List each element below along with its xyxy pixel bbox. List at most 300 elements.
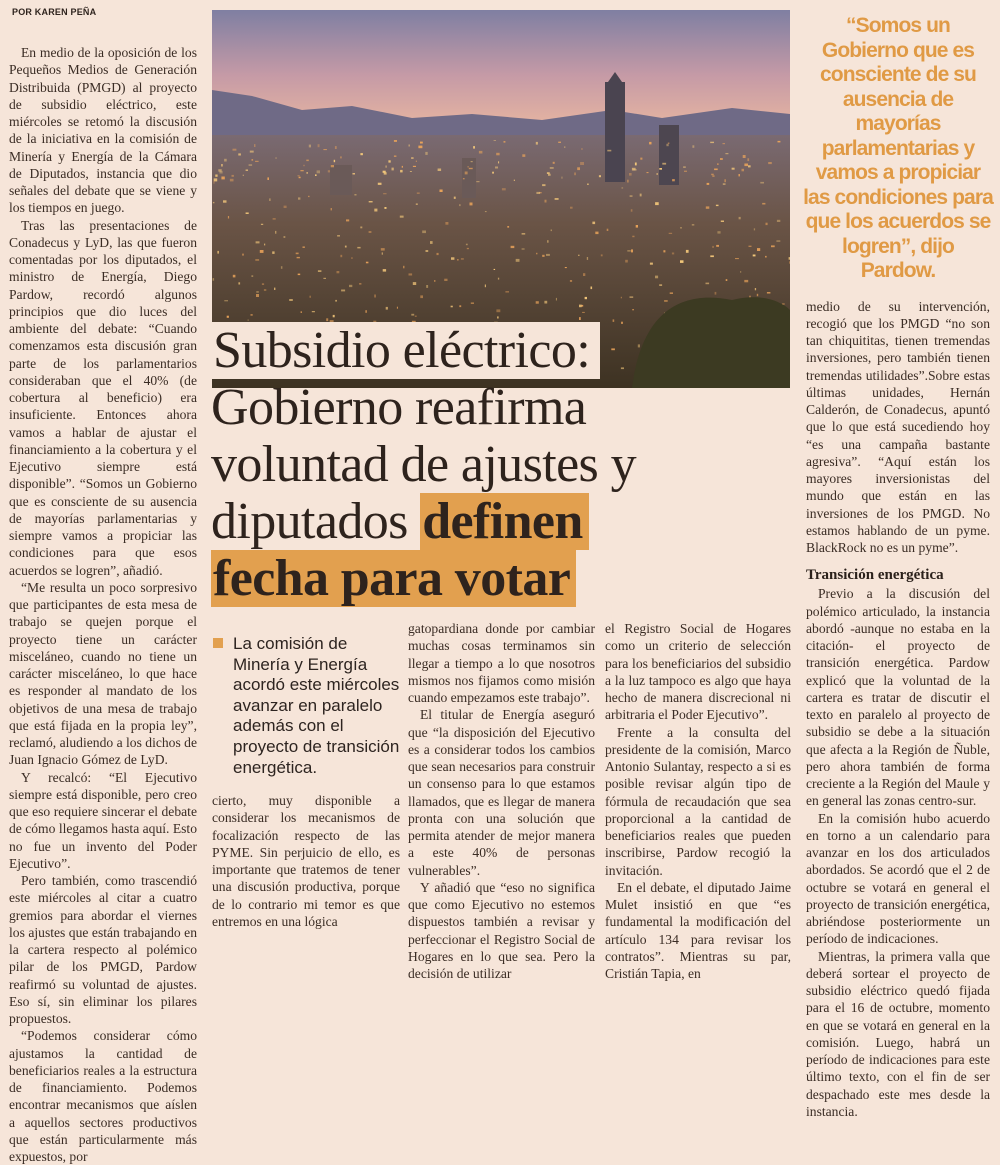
city-light — [516, 259, 520, 262]
city-light — [360, 227, 362, 229]
city-light — [558, 142, 561, 143]
city-light — [706, 206, 710, 208]
headline-line-1: Subsidio eléctrico: — [211, 322, 600, 379]
city-light — [720, 158, 723, 160]
city-light — [583, 273, 585, 276]
city-light — [622, 187, 624, 188]
city-light — [715, 292, 717, 295]
city-light — [771, 245, 775, 247]
city-light — [497, 316, 499, 318]
byline: POR KAREN PEÑA — [12, 7, 97, 17]
city-light — [400, 170, 403, 173]
city-light — [777, 220, 780, 222]
city-light — [683, 167, 686, 168]
city-light — [565, 267, 567, 268]
city-light — [315, 174, 317, 176]
city-light — [400, 216, 404, 218]
article-paragraph: En medio de la oposición de los Pequeños Medios de Generación Distribuida (PMGD) al proyecto de subsidio eléctrico, este miércoles se retomó la discusión de la iniciativa en la comisión de Minería y Energía de la Cámara de Diputados, instancia que dio señales del debate que se viene y los tiempos en juego. — [9, 45, 197, 216]
city-light — [346, 219, 349, 221]
city-light — [471, 302, 474, 304]
city-light — [215, 175, 217, 177]
city-light — [298, 274, 301, 276]
city-light — [522, 248, 525, 249]
city-light — [383, 171, 386, 173]
city-light — [630, 195, 633, 197]
city-light — [308, 196, 309, 197]
second-column-stack — [212, 634, 400, 930]
city-light — [437, 253, 439, 255]
city-light — [724, 179, 726, 182]
city-light — [754, 228, 755, 230]
city-light — [635, 163, 637, 166]
article-paragraph: “Me resulta un poco sorpresivo que participantes de esta mesa de trabajo se quejen porque el proyecto tiene un carácter misceláneo, cuando no tiene un carácter misceláneo, lo que hace es responder al mandato de los objetivos de una mesa de trabajo que está fijada en la propia ley”, reclamó, aludiendo a los dichos de Juan Ignacio Gómez de LyD. — [9, 579, 197, 768]
city-light — [580, 162, 584, 165]
city-light — [607, 150, 611, 152]
city-light — [309, 296, 311, 298]
article-column-1 — [9, 44, 197, 1165]
city-light — [476, 181, 479, 182]
city-light — [577, 167, 580, 170]
city-light — [413, 166, 416, 167]
city-light — [251, 275, 253, 276]
city-light — [434, 280, 435, 281]
headline-line-2: Gobierno reafirma — [211, 379, 587, 436]
headline — [211, 322, 636, 607]
city-light — [272, 251, 274, 254]
city-light — [471, 161, 473, 162]
city-light — [409, 145, 410, 147]
city-light — [629, 173, 632, 176]
city-light — [732, 168, 735, 170]
article-paragraph: Mientras, la primera valla que deberá sortear el proyecto de subsidio eléctrico quedó fijada para el 16 de octubre, momento en que se votará en general en la comisión. Luego, habrá un período de indicaciones para este último texto, con el fin de ser despachado este mes desde la instancia. — [806, 948, 990, 1119]
city-light — [382, 252, 383, 254]
city-light — [303, 165, 304, 166]
city-light — [468, 166, 469, 167]
city-light — [312, 311, 315, 312]
city-light — [422, 231, 426, 234]
city-light — [585, 297, 587, 299]
city-light — [511, 246, 515, 248]
city-light — [561, 177, 562, 179]
section-heading: Transición energética — [806, 567, 944, 584]
city-light — [426, 250, 429, 251]
city-light — [765, 256, 767, 258]
city-light — [744, 164, 748, 167]
city-light — [418, 146, 422, 149]
city-light — [410, 171, 412, 172]
city-light — [457, 259, 459, 260]
city-light — [542, 255, 544, 257]
article-paragraph: Frente a la consulta del presidente de la comisión, Marco Antonio Sulantay, respecto a si es posible revisar algún tipo de fórmula de recaudación que sea proporcional a la cantidad de beneficiarios reales que pueden inscribirse, Pardow recogió la invitación. — [605, 724, 791, 878]
city-light — [238, 153, 241, 155]
city-light — [318, 270, 322, 272]
city-light — [357, 247, 360, 249]
city-light — [548, 174, 551, 176]
city-light — [522, 154, 525, 157]
city-light — [485, 285, 486, 288]
city-light — [631, 209, 633, 212]
city-light — [496, 309, 500, 312]
city-light — [570, 280, 572, 282]
city-light — [233, 149, 237, 151]
city-light — [232, 175, 234, 177]
city-light — [267, 177, 269, 180]
city-light — [213, 278, 215, 281]
city-light — [466, 244, 468, 246]
city-light — [536, 142, 538, 145]
city-light — [659, 168, 662, 170]
city-light — [425, 152, 427, 155]
city-light — [553, 162, 555, 164]
city-light — [470, 203, 473, 206]
city-light — [536, 192, 540, 194]
city-light — [273, 218, 276, 219]
city-light — [256, 294, 259, 297]
city-light — [214, 181, 215, 184]
city-light — [564, 146, 565, 148]
city-light — [349, 285, 352, 287]
city-light — [323, 278, 326, 279]
city-light — [366, 310, 367, 313]
city-light — [570, 207, 573, 209]
city-light — [299, 177, 301, 179]
city-light — [333, 315, 335, 317]
city-light — [223, 200, 227, 202]
city-light — [669, 233, 672, 234]
article-column-5 — [806, 298, 990, 1121]
city-light — [359, 283, 361, 284]
city-light — [254, 144, 255, 147]
city-light — [341, 290, 345, 292]
city-light — [768, 162, 772, 164]
city-light — [776, 241, 780, 242]
city-light — [264, 289, 266, 290]
city-light — [255, 259, 259, 261]
city-light — [335, 146, 337, 149]
city-light — [655, 202, 659, 205]
city-light — [416, 204, 418, 205]
city-light — [369, 232, 372, 233]
city-light — [578, 255, 579, 256]
city-light — [632, 168, 636, 171]
city-light — [496, 153, 499, 156]
city-light — [546, 254, 550, 256]
city-light — [374, 295, 376, 298]
city-light — [440, 190, 443, 193]
city-light — [360, 153, 363, 155]
city-light — [323, 149, 327, 150]
city-light — [498, 161, 499, 163]
city-light — [767, 292, 771, 293]
city-light — [417, 193, 420, 194]
city-light — [662, 163, 666, 165]
city-light — [383, 193, 386, 194]
city-light — [354, 194, 356, 196]
article-paragraph: Previo a la discusión del polémico articulado, la instancia abordó -aunque no estaba en la citación- el proyecto de transición energética. Pardow explicó que la voluntad de la cartera es tratar de discutir el texto en paralelo al proyecto de subsidio se debe a la situación que afecta a la Región de Ñuble, pero ahora también de forma creciente a la Región del Maule y en general las zonas centro-sur. — [806, 586, 990, 809]
city-light — [403, 266, 405, 269]
city-light — [717, 231, 720, 233]
city-light — [680, 227, 681, 228]
city-light — [463, 178, 465, 179]
city-light — [504, 141, 506, 143]
city-light — [242, 254, 244, 256]
city-light — [340, 156, 342, 158]
city-light — [492, 172, 494, 174]
city-light — [334, 160, 335, 162]
city-light — [264, 244, 265, 246]
city-light — [383, 269, 386, 272]
article-column-4 — [605, 620, 791, 982]
city-light — [275, 231, 276, 234]
city-light — [228, 216, 229, 219]
city-light — [545, 200, 547, 203]
city-light — [461, 258, 464, 259]
city-light — [227, 316, 229, 318]
city-light — [574, 173, 576, 176]
city-light — [413, 282, 416, 285]
city-light — [217, 251, 219, 254]
city-light — [451, 306, 453, 308]
city-light — [238, 282, 240, 284]
city-light — [494, 140, 496, 141]
article-paragraph: Tras las presentaciones de Conadecus y LyD, las que fueron comentadas por los diputados, el ministro de Energía, Diego Pardow, recordó algunos principios que dio luces del ambiente del debate: “Cuando comenzamos esta discusión gran parte de los parlamentarios consideraban que el 40% (de cobertura al beneficio) era insuficiente. Entonces ahora vamos a hablar de ajustar el financiamiento a la cobertura y el Ejecutivo siempre está disponible”. “Somos un Gobierno que es consciente de su ausencia de mayorías parlamentarias y siempre vamos a propiciar las condiciones para que esos acuerdos se logren”, añadió. — [9, 217, 197, 578]
city-light — [246, 213, 249, 214]
city-light — [640, 158, 642, 160]
city-light — [411, 157, 414, 159]
city-light — [438, 169, 442, 172]
city-light — [591, 287, 593, 290]
city-light — [351, 257, 352, 258]
side-pull-quote: “Somos un Gobierno que es consciente de su ausencia de mayorías parlamentarias y vamos a propiciar las condiciones para que los acuerdos se logren”, dijo Pardow. — [803, 14, 993, 282]
city-light — [420, 295, 423, 298]
city-light — [766, 223, 768, 225]
city-light — [712, 175, 714, 177]
city-light — [255, 161, 259, 162]
city-light — [233, 275, 236, 278]
city-light — [659, 284, 662, 285]
city-light — [579, 317, 581, 320]
city-light — [394, 140, 397, 142]
city-light — [627, 180, 628, 183]
city-light — [415, 316, 417, 317]
city-light — [256, 291, 259, 293]
city-light — [296, 253, 299, 255]
city-light — [224, 159, 227, 162]
city-light — [326, 318, 328, 321]
city-light — [650, 263, 653, 265]
city-light — [706, 283, 710, 285]
city-light — [409, 273, 413, 275]
city-light — [366, 262, 369, 264]
city-light — [252, 159, 254, 161]
city-light — [381, 248, 385, 251]
city-light — [459, 305, 461, 307]
city-light — [592, 222, 595, 225]
city-light — [757, 248, 760, 251]
city-light — [467, 248, 469, 249]
city-light — [345, 246, 347, 248]
city-light — [625, 260, 628, 263]
city-light — [454, 197, 456, 199]
summary-text: La comisión de Minería y Energía acordó este miércoles avanzar en paralelo además con el proyecto de transición energética. — [233, 634, 400, 777]
city-light — [378, 183, 382, 185]
city-light — [753, 255, 756, 257]
city-light — [680, 260, 684, 263]
city-light — [386, 307, 388, 310]
city-light — [249, 164, 253, 166]
article-paragraph: medio de su intervención, recogió que los PMGD “no son tan chiquititas, tienen tremendas inversiones, pero también tienen tremendas utilidades”.Sobre estas últimas unidades, Hernán Calderón, de Conadecus, apuntó que lo que está sucediendo hoy “es una campaña bastante agresiva”. “Aquí están los mayores inversionistas del mundo que están en las inversiones de los PMGD. No estamos hablando de un pyme. BlackRock no es un pyme”. — [806, 298, 990, 555]
city-light — [502, 188, 506, 190]
city-light — [684, 171, 687, 172]
article-paragraph: El titular de Energía aseguró que “la disposición del Ejecutivo es a considerar todos los cambios que sean necesarios para construir un consenso para lo que estamos llamados, que es llegar de manera pronta con una solución que permita atender de mejor manera a este 40% de personas vulnerables”. — [408, 707, 595, 878]
city-light — [542, 184, 545, 186]
city-light — [284, 236, 286, 238]
headline-highlight-2: fecha para votar — [211, 550, 576, 607]
city-light — [672, 253, 674, 255]
city-light — [601, 254, 603, 256]
article-paragraph: En la comisión hubo acuerdo en torno a un calendario para avanzar en los dos articulados abordados. Se acordó que el 2 de octubre se votará en general el proyecto de transición energética, abriéndose posteriormente un período de indicaciones. — [806, 810, 990, 947]
city-light — [337, 235, 340, 237]
city-light — [248, 319, 249, 320]
city-light — [666, 144, 668, 146]
city-light — [725, 153, 728, 154]
city-light — [445, 222, 448, 225]
article-paragraph: En el debate, el diputado Jaime Mulet insistió en que “es fundamental la modificación del artículo 134 para revisar los contratos”. Mientras su par, Cristián Tapia, en — [605, 879, 791, 981]
city-light — [599, 175, 601, 177]
city-light — [749, 246, 752, 247]
city-light — [289, 299, 293, 301]
city-light — [275, 158, 277, 159]
city-light — [723, 183, 726, 185]
city-light — [640, 194, 642, 197]
city-light — [748, 165, 751, 167]
city-light — [555, 198, 559, 200]
city-light — [384, 207, 386, 209]
city-light — [544, 301, 547, 304]
city-light — [260, 250, 264, 253]
city-light — [485, 211, 487, 212]
city-light — [656, 173, 658, 175]
article-paragraph: “Podemos considerar cómo ajustamos la cantidad de beneficiarios reales a la estructura de financiamiento. Podemos encontrar mecanismos que aíslen a aquellos sectores productivos que están particularmente más expuestos, por — [9, 1028, 197, 1164]
city-light — [307, 172, 308, 174]
city-light — [420, 142, 423, 144]
city-light — [392, 168, 394, 171]
city-light — [668, 143, 670, 144]
city-light — [712, 246, 713, 248]
city-light — [581, 148, 582, 149]
city-light — [256, 241, 260, 243]
city-light — [284, 206, 287, 208]
city-light — [444, 279, 447, 281]
city-light — [550, 167, 554, 169]
city-light — [473, 146, 475, 149]
city-light — [394, 155, 397, 157]
city-light — [426, 285, 428, 288]
city-light — [251, 314, 253, 316]
city-light — [317, 170, 320, 173]
city-light — [221, 177, 224, 180]
city-light — [760, 182, 764, 184]
city-light — [246, 170, 248, 171]
city-light — [692, 145, 694, 148]
city-light — [739, 217, 741, 219]
city-light — [507, 226, 509, 228]
city-light — [328, 170, 330, 172]
city-light — [522, 233, 526, 234]
city-light — [670, 293, 673, 294]
city-light — [369, 201, 373, 202]
city-light — [757, 294, 758, 296]
city-light — [579, 305, 582, 308]
city-light — [655, 276, 658, 279]
city-light — [672, 179, 675, 181]
city-light — [790, 261, 791, 263]
right-column-stack — [803, 14, 993, 1120]
article-paragraph: Y recalcó: “El Ejecutivo siempre está disponible, pero creo que eso requiere sincerar el debate de cómo llegamos hasta aquí. Esto no fue un invento del Poder Ejecutivo”. — [9, 769, 198, 871]
city-light — [331, 165, 334, 167]
city-light — [214, 178, 218, 181]
city-light — [632, 309, 634, 310]
city-light — [710, 142, 714, 143]
city-light — [716, 205, 719, 206]
square-bullet-icon — [213, 638, 223, 648]
city-light — [721, 221, 724, 223]
city-light — [309, 145, 311, 148]
city-light — [707, 183, 710, 185]
article-column-3 — [408, 620, 595, 982]
city-light — [547, 172, 550, 174]
city-light — [230, 179, 234, 182]
city-light — [663, 250, 665, 252]
article-paragraph: Y añadió que “eso no significa que como Ejecutivo no estemos dispuestos también a revisar y perfeccionar el Registro Social de Hogares en lo que sea. Pero la decisión de utilizar — [408, 879, 595, 981]
city-light — [536, 301, 539, 304]
city-light — [744, 280, 748, 282]
city-light — [213, 202, 215, 203]
city-light — [647, 172, 649, 173]
city-light — [551, 230, 552, 232]
city-light — [243, 175, 244, 176]
city-light — [638, 344, 640, 347]
city-light — [318, 144, 320, 147]
headline-line-3: voluntad de ajustes y — [211, 436, 636, 493]
city-light — [459, 204, 460, 206]
city-light — [607, 229, 609, 231]
city-light — [714, 169, 718, 171]
city-light — [743, 155, 746, 158]
city-light — [505, 291, 509, 293]
city-light — [430, 241, 433, 244]
city-light — [374, 209, 377, 212]
city-light — [451, 257, 454, 260]
city-light — [547, 240, 548, 243]
city-light — [269, 198, 270, 201]
city-light — [649, 142, 651, 145]
city-light — [595, 232, 598, 235]
city-light — [498, 278, 499, 280]
city-light — [742, 169, 745, 172]
city-light — [636, 225, 638, 228]
city-light — [782, 304, 785, 305]
city-light — [631, 249, 633, 252]
city-light — [218, 169, 221, 171]
city-light — [300, 170, 303, 171]
city-light — [582, 312, 585, 313]
city-light — [740, 271, 741, 273]
city-light — [716, 245, 719, 247]
city-light — [388, 160, 390, 162]
city-light — [686, 250, 689, 253]
city-light — [298, 197, 300, 199]
